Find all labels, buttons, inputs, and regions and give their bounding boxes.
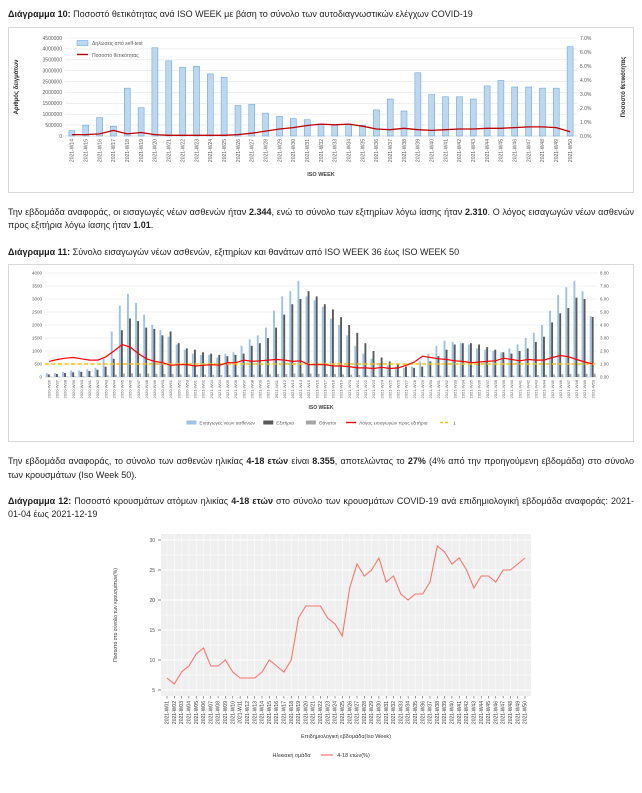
svg-text:2021-W24: 2021-W24 xyxy=(208,138,215,162)
svg-text:5.00: 5.00 xyxy=(600,309,609,315)
svg-text:2021-W47: 2021-W47 xyxy=(566,380,571,399)
svg-text:2021-W06: 2021-W06 xyxy=(233,380,239,399)
svg-text:25: 25 xyxy=(149,567,155,574)
text-emphasis: 1.01 xyxy=(133,220,151,230)
svg-text:7.00: 7.00 xyxy=(600,283,609,289)
svg-text:2021-W44: 2021-W44 xyxy=(541,380,547,399)
svg-text:2021-W26: 2021-W26 xyxy=(395,380,401,399)
svg-text:2021-W05: 2021-W05 xyxy=(193,701,200,725)
svg-text:2021-W40: 2021-W40 xyxy=(509,380,515,399)
svg-text:2500: 2500 xyxy=(31,309,42,315)
svg-text:Εισαγωγές νέων ασθενών: Εισαγωγές νέων ασθενών xyxy=(199,421,255,427)
svg-text:2021-W33: 2021-W33 xyxy=(398,701,405,725)
svg-text:ISO WEEK: ISO WEEK xyxy=(307,171,335,178)
svg-text:1000000: 1000000 xyxy=(42,111,62,118)
chart-12-canvas xyxy=(105,526,537,774)
paragraph-age-4-18 xyxy=(8,455,634,482)
svg-text:2021-W15: 2021-W15 xyxy=(266,701,273,725)
svg-text:2021-W38: 2021-W38 xyxy=(434,701,441,725)
svg-text:2020-W49: 2020-W49 xyxy=(152,380,157,399)
svg-text:2021-W10: 2021-W10 xyxy=(230,701,237,725)
svg-text:2021-W42: 2021-W42 xyxy=(525,380,531,399)
svg-text:2021-W08: 2021-W08 xyxy=(249,380,255,399)
svg-text:2021-W21: 2021-W21 xyxy=(310,701,317,725)
svg-text:1.00: 1.00 xyxy=(600,361,609,367)
svg-text:2021-W30: 2021-W30 xyxy=(291,138,298,162)
svg-text:4.00: 4.00 xyxy=(600,322,609,328)
svg-text:15: 15 xyxy=(149,627,155,634)
svg-text:3000: 3000 xyxy=(31,296,42,302)
svg-text:2021-W34: 2021-W34 xyxy=(460,380,466,399)
svg-text:2021-W46: 2021-W46 xyxy=(512,138,519,162)
svg-text:2021-W02: 2021-W02 xyxy=(200,380,206,399)
svg-text:2021-W13: 2021-W13 xyxy=(290,380,295,399)
svg-text:2021-W18: 2021-W18 xyxy=(330,380,336,399)
svg-text:4000: 4000 xyxy=(31,270,42,276)
text-run: . xyxy=(150,220,154,230)
svg-text:2021-W25: 2021-W25 xyxy=(387,380,393,399)
svg-text:2021-W43: 2021-W43 xyxy=(471,138,477,162)
text-emphasis: 4-18 ετών xyxy=(231,496,273,506)
svg-text:2021-W32: 2021-W32 xyxy=(318,138,325,162)
svg-text:ISO WEEK: ISO WEEK xyxy=(308,405,334,411)
svg-text:2021-W28: 2021-W28 xyxy=(263,138,270,162)
svg-text:2021-W29: 2021-W29 xyxy=(419,380,425,399)
svg-text:2.0%: 2.0% xyxy=(580,105,592,112)
svg-text:2021-W23: 2021-W23 xyxy=(194,138,201,162)
svg-text:2021-W03: 2021-W03 xyxy=(179,701,186,725)
svg-text:2021-W31: 2021-W31 xyxy=(305,138,311,162)
svg-text:2020-W47: 2020-W47 xyxy=(135,380,141,399)
svg-text:2021-W42: 2021-W42 xyxy=(464,701,471,725)
svg-text:2021-W39: 2021-W39 xyxy=(501,380,506,399)
svg-text:2021-W14: 2021-W14 xyxy=(259,701,266,725)
svg-text:2021-W41: 2021-W41 xyxy=(517,380,523,399)
svg-text:3000000: 3000000 xyxy=(42,67,62,74)
svg-text:2021-W44: 2021-W44 xyxy=(478,701,485,725)
svg-text:2021-W24: 2021-W24 xyxy=(379,380,385,399)
svg-text:2021-W41: 2021-W41 xyxy=(443,138,450,162)
svg-text:2021-W17: 2021-W17 xyxy=(111,138,118,162)
svg-text:2020-W37: 2020-W37 xyxy=(54,380,60,399)
svg-text:2021-W35: 2021-W35 xyxy=(413,701,419,725)
svg-text:2020-W50: 2020-W50 xyxy=(160,380,166,399)
text-run: . Ο λόγος εισαγωγών νέων ασθενών προς εξιτήρια λόγω ίασης ήταν xyxy=(8,206,634,230)
svg-text:20: 20 xyxy=(149,597,155,604)
text-emphasis: 4-18 ετών xyxy=(246,456,289,466)
svg-text:0.0%: 0.0% xyxy=(580,133,592,140)
svg-text:2021-W20: 2021-W20 xyxy=(346,380,352,399)
svg-text:3500: 3500 xyxy=(31,283,42,289)
svg-text:2021-W32: 2021-W32 xyxy=(391,701,398,725)
svg-text:2021-W44: 2021-W44 xyxy=(484,138,491,162)
svg-text:2021-W46: 2021-W46 xyxy=(493,701,500,725)
svg-text:2021-W15: 2021-W15 xyxy=(83,138,90,162)
text-run: είναι xyxy=(288,456,313,466)
svg-text:2020-W43: 2020-W43 xyxy=(103,380,109,399)
svg-text:2021-W19: 2021-W19 xyxy=(338,380,344,399)
svg-text:2021-W22: 2021-W22 xyxy=(180,138,187,162)
svg-text:Ποσοστό στο σύνολο των κρουσμά: Ποσοστό στο σύνολο των κρουσμάτων(%) xyxy=(113,568,119,662)
svg-text:6.00: 6.00 xyxy=(600,296,609,302)
svg-text:4000000: 4000000 xyxy=(42,46,62,53)
svg-text:2021-W40: 2021-W40 xyxy=(449,701,456,725)
diagram-10-heading xyxy=(8,8,634,21)
svg-text:0: 0 xyxy=(59,133,62,140)
svg-text:2021-W31: 2021-W31 xyxy=(436,380,442,399)
svg-text:4.0%: 4.0% xyxy=(580,77,592,84)
svg-text:2021-W18: 2021-W18 xyxy=(125,138,132,162)
svg-text:7.0%: 7.0% xyxy=(580,35,592,42)
svg-text:2021-W36: 2021-W36 xyxy=(420,701,427,725)
svg-text:2021-W05: 2021-W05 xyxy=(225,380,230,399)
text-emphasis: 2.310 xyxy=(464,206,488,217)
svg-text:6.0%: 6.0% xyxy=(580,49,592,56)
svg-text:2020-W53: 2020-W53 xyxy=(184,380,190,399)
svg-text:2021-W39: 2021-W39 xyxy=(415,138,422,162)
svg-text:2021-W19: 2021-W19 xyxy=(138,138,145,162)
chart-10-positivity-selftests xyxy=(8,27,634,193)
svg-text:2021-W23: 2021-W23 xyxy=(371,380,377,399)
svg-text:2021-W30: 2021-W30 xyxy=(428,380,433,399)
svg-text:Επιδημιολογική εβδομάδα(Iso We: Επιδημιολογική εβδομάδα(Iso Week) xyxy=(301,734,391,740)
chart-11-canvas xyxy=(9,267,633,439)
svg-text:2021-W07: 2021-W07 xyxy=(208,701,215,725)
svg-text:Λόγος εισαγωγών προς εξιτήρια: Λόγος εισαγωγών προς εξιτήρια xyxy=(359,421,428,427)
svg-text:2500000: 2500000 xyxy=(42,78,62,85)
svg-text:2021-W26: 2021-W26 xyxy=(235,138,242,162)
svg-text:2021-W50: 2021-W50 xyxy=(522,701,529,725)
svg-text:2021-W16: 2021-W16 xyxy=(97,138,104,162)
svg-text:2021-W33: 2021-W33 xyxy=(452,380,458,399)
svg-text:2021-W36: 2021-W36 xyxy=(374,138,381,162)
svg-text:2021-W29: 2021-W29 xyxy=(369,701,376,725)
svg-text:2021-W45: 2021-W45 xyxy=(486,701,493,725)
svg-text:2021-W38: 2021-W38 xyxy=(401,138,408,162)
text-run: στο σύνολο των κρουσμάτων COVID-19 ανά επιδημιολογική εβδομάδα αναφοράς: 2021-01-04 έως 2021-12-19 xyxy=(8,496,634,519)
svg-text:2021-W47: 2021-W47 xyxy=(500,701,507,725)
svg-text:2021-W37: 2021-W37 xyxy=(484,380,490,399)
svg-text:2021-W06: 2021-W06 xyxy=(201,701,208,725)
svg-text:2021-W25: 2021-W25 xyxy=(339,701,346,725)
svg-text:2020-W40: 2020-W40 xyxy=(78,380,84,399)
svg-text:2021-W39: 2021-W39 xyxy=(442,701,449,725)
svg-text:2021-W18: 2021-W18 xyxy=(288,701,295,725)
svg-text:2021-W21: 2021-W21 xyxy=(354,380,360,399)
svg-text:2020-W39: 2020-W39 xyxy=(70,380,76,399)
svg-text:2021-W40: 2021-W40 xyxy=(429,138,436,162)
svg-text:2021-W27: 2021-W27 xyxy=(249,138,256,162)
svg-text:Θάνατοι: Θάνατοι xyxy=(318,421,337,427)
svg-text:2021-W15: 2021-W15 xyxy=(306,380,312,399)
svg-text:2021-W32: 2021-W32 xyxy=(444,380,450,399)
svg-text:2021-W46: 2021-W46 xyxy=(557,380,563,399)
text-emphasis: 27% xyxy=(407,456,426,466)
svg-text:1: 1 xyxy=(453,421,456,427)
svg-text:2021-W28: 2021-W28 xyxy=(361,701,368,725)
text-run: Σύνολο εισαγωγών νέων ασθενών, εξιτηρίων και θανάτων από ISO WEEK 36 έως ISO WEEK 50 xyxy=(72,246,460,257)
svg-text:Αριθμός δειγμάτων: Αριθμός δειγμάτων xyxy=(14,59,20,114)
svg-text:3500000: 3500000 xyxy=(42,57,62,64)
svg-text:2020-W46: 2020-W46 xyxy=(127,380,133,399)
diagram-12-heading xyxy=(8,495,634,520)
text-run: , αποτελώντας το xyxy=(334,456,408,466)
text-emphasis: Διάγραμμα 11: xyxy=(8,246,73,257)
text-emphasis: Διάγραμμα 12: xyxy=(8,496,75,506)
text-run: Ποσοστό θετικότητας ανά ISO WEEK με βάση το σύνολο των αυτοδιαγνωστικών ελέγχων COVID-19 xyxy=(73,9,473,19)
svg-text:2021-W38: 2021-W38 xyxy=(492,380,498,399)
svg-text:2021-W34: 2021-W34 xyxy=(405,701,412,725)
svg-text:2000000: 2000000 xyxy=(42,89,62,96)
svg-text:2021-W02: 2021-W02 xyxy=(171,701,178,725)
svg-text:Ποσοστό θετικότητας: Ποσοστό θετικότητας xyxy=(92,52,139,59)
svg-text:2021-W45: 2021-W45 xyxy=(498,138,505,162)
svg-text:2021-W49: 2021-W49 xyxy=(582,380,588,399)
svg-text:2021-W31: 2021-W31 xyxy=(383,701,390,725)
svg-text:2020-W44: 2020-W44 xyxy=(111,380,117,399)
svg-text:2021-W24: 2021-W24 xyxy=(332,701,339,725)
svg-text:2021-W19: 2021-W19 xyxy=(296,701,303,725)
svg-text:2021-W20: 2021-W20 xyxy=(152,138,159,162)
svg-text:2020-W42: 2020-W42 xyxy=(95,380,101,399)
svg-text:2021-W12: 2021-W12 xyxy=(281,380,287,399)
svg-text:2021-W17: 2021-W17 xyxy=(322,380,328,399)
svg-text:2021-W04: 2021-W04 xyxy=(186,701,193,725)
svg-text:5.0%: 5.0% xyxy=(580,63,592,70)
svg-text:2021-W26: 2021-W26 xyxy=(347,701,354,725)
svg-text:2021-W01: 2021-W01 xyxy=(192,380,198,399)
svg-text:2020-W52: 2020-W52 xyxy=(176,380,182,399)
svg-text:10: 10 xyxy=(149,657,155,664)
svg-text:500000: 500000 xyxy=(45,122,62,129)
svg-text:2021-W08: 2021-W08 xyxy=(215,701,222,725)
svg-text:1500: 1500 xyxy=(31,335,42,341)
svg-text:2021-W09: 2021-W09 xyxy=(223,701,229,725)
chart-12-age-percentage xyxy=(105,526,537,774)
svg-text:5: 5 xyxy=(152,687,155,694)
svg-text:Ηλικιακή ομάδα: Ηλικιακή ομάδα xyxy=(272,753,311,759)
svg-text:2021-W34: 2021-W34 xyxy=(346,138,353,162)
text-emphasis: 2.344 xyxy=(248,206,272,217)
svg-text:2021-W37: 2021-W37 xyxy=(427,701,434,725)
svg-text:2021-W21: 2021-W21 xyxy=(166,138,173,162)
svg-text:2021-W47: 2021-W47 xyxy=(526,138,533,162)
svg-text:1500000: 1500000 xyxy=(42,100,62,107)
svg-text:2021-W48: 2021-W48 xyxy=(508,701,514,725)
svg-text:2021-W11: 2021-W11 xyxy=(237,701,244,724)
svg-text:2021-W29: 2021-W29 xyxy=(277,138,284,162)
svg-text:2021-W50: 2021-W50 xyxy=(567,138,574,162)
svg-text:2021-W10: 2021-W10 xyxy=(265,380,271,399)
svg-text:30: 30 xyxy=(149,537,155,544)
svg-text:0.00: 0.00 xyxy=(600,374,609,380)
svg-text:Εξιτήρια: Εξιτήρια xyxy=(276,421,294,427)
diagram-11-heading xyxy=(8,246,634,259)
svg-text:2000: 2000 xyxy=(31,322,42,328)
svg-text:4500000: 4500000 xyxy=(42,35,62,42)
text-run: Την εβδομάδα αναφοράς, το σύνολο των ασθενών ηλικίας xyxy=(8,456,247,466)
svg-text:2021-W23: 2021-W23 xyxy=(325,701,332,725)
svg-text:2021-W17: 2021-W17 xyxy=(281,701,288,725)
text-emphasis: 8.355 xyxy=(312,456,335,466)
svg-text:500: 500 xyxy=(34,361,42,367)
text-run: Ποσοστό κρουσμάτων ατόμων ηλικίας xyxy=(74,496,232,506)
svg-text:2021-W35: 2021-W35 xyxy=(360,138,367,162)
svg-text:2021-W03: 2021-W03 xyxy=(208,380,214,399)
svg-text:0: 0 xyxy=(39,374,42,380)
svg-text:2020-W51: 2020-W51 xyxy=(168,380,174,399)
svg-text:2021-W37: 2021-W37 xyxy=(388,138,394,162)
svg-text:2021-W13: 2021-W13 xyxy=(252,701,259,725)
svg-text:2021-W28: 2021-W28 xyxy=(411,380,417,399)
svg-text:2020-W48: 2020-W48 xyxy=(143,380,149,399)
svg-text:2020-W41: 2020-W41 xyxy=(87,380,92,399)
svg-text:2021-W50: 2021-W50 xyxy=(590,380,596,399)
svg-text:2021-W36: 2021-W36 xyxy=(476,380,482,399)
svg-text:2021-W25: 2021-W25 xyxy=(221,138,228,162)
svg-text:2020-W45: 2020-W45 xyxy=(119,380,125,399)
svg-text:2021-W43: 2021-W43 xyxy=(533,380,539,399)
svg-text:2021-W45: 2021-W45 xyxy=(549,380,555,399)
svg-text:2021-W27: 2021-W27 xyxy=(354,701,361,725)
text-run: , ενώ το σύνολο των εξιτηρίων λόγω ίασης ήταν xyxy=(271,206,465,217)
text-run: (4% από την προηγούμενη εβδομάδα) στο σύνολο των κρουσμάτων (Iso Week 50). xyxy=(8,456,634,480)
svg-text:2021-W04: 2021-W04 xyxy=(216,380,222,399)
svg-text:2021-W16: 2021-W16 xyxy=(314,380,320,399)
svg-text:2021-W30: 2021-W30 xyxy=(376,701,383,725)
svg-text:2021-W41: 2021-W41 xyxy=(456,701,463,725)
svg-text:2021-W07: 2021-W07 xyxy=(241,380,247,399)
svg-text:2021-W20: 2021-W20 xyxy=(303,701,310,725)
svg-text:1.0%: 1.0% xyxy=(580,119,592,126)
svg-text:2021-W33: 2021-W33 xyxy=(332,138,339,162)
svg-text:2021-W11: 2021-W11 xyxy=(273,380,279,399)
svg-text:2021-W16: 2021-W16 xyxy=(274,701,281,725)
svg-text:2021-W22: 2021-W22 xyxy=(363,380,368,399)
svg-text:2020-W36: 2020-W36 xyxy=(46,380,52,399)
svg-text:2020-W38: 2020-W38 xyxy=(62,380,68,399)
svg-text:Δηλώσεις από self-test: Δηλώσεις από self-test xyxy=(92,40,143,47)
svg-text:2021-W35: 2021-W35 xyxy=(468,380,474,399)
svg-text:3.00: 3.00 xyxy=(600,335,609,341)
svg-text:2021-W12: 2021-W12 xyxy=(245,701,251,725)
svg-text:2021-W49: 2021-W49 xyxy=(515,701,522,725)
svg-text:2021-W27: 2021-W27 xyxy=(403,380,409,399)
text-run: Την εβδομάδα αναφοράς, οι εισαγωγές νέων ασθενών ήταν xyxy=(8,206,249,217)
chart-10-canvas xyxy=(9,30,633,190)
svg-text:2021-W42: 2021-W42 xyxy=(457,138,464,162)
svg-text:8.00: 8.00 xyxy=(600,270,609,276)
svg-text:4-18 ετών(%): 4-18 ετών(%) xyxy=(337,753,370,759)
svg-text:2021-W49: 2021-W49 xyxy=(554,138,560,162)
svg-text:2021-W48: 2021-W48 xyxy=(574,380,580,399)
svg-text:Ποσοστό θετικότητας: Ποσοστό θετικότητας xyxy=(621,56,627,117)
svg-text:3.0%: 3.0% xyxy=(580,91,592,98)
svg-text:2021-W14: 2021-W14 xyxy=(298,380,304,399)
svg-text:2021-W01: 2021-W01 xyxy=(164,701,171,725)
svg-text:2021-W43: 2021-W43 xyxy=(471,701,478,725)
text-emphasis: Διάγραμμα 10: xyxy=(8,9,74,19)
svg-text:1000: 1000 xyxy=(31,348,42,354)
svg-text:2021-W22: 2021-W22 xyxy=(318,701,324,725)
svg-text:2021-W09: 2021-W09 xyxy=(257,380,263,399)
svg-text:2021-W48: 2021-W48 xyxy=(540,138,547,162)
chart-11-admissions-discharges-deaths xyxy=(8,264,634,442)
svg-text:2.00: 2.00 xyxy=(600,348,609,354)
paragraph-admissions-discharges xyxy=(8,206,634,233)
svg-text:2021-W14: 2021-W14 xyxy=(69,138,76,162)
